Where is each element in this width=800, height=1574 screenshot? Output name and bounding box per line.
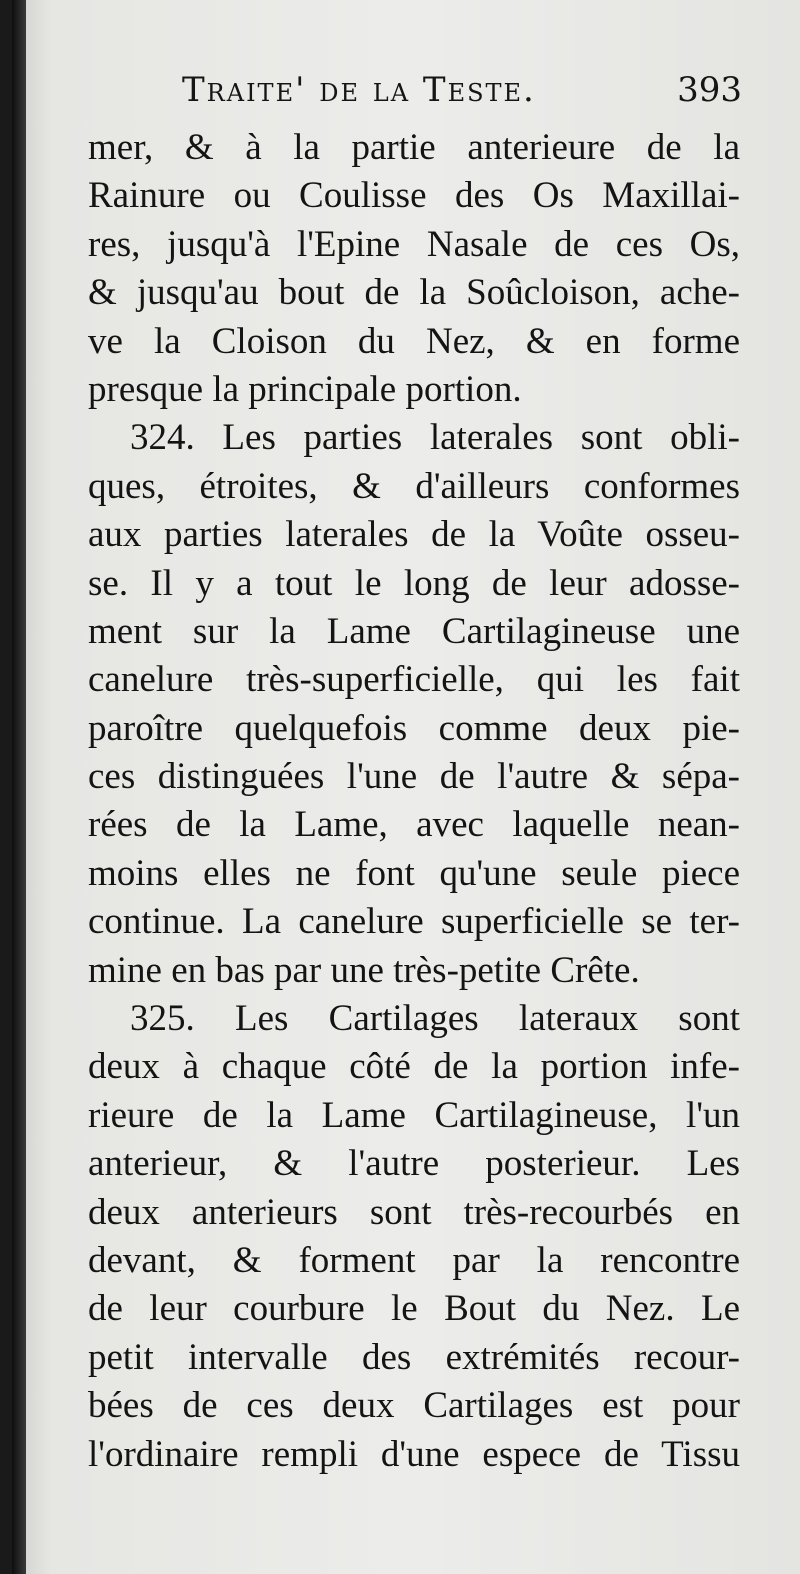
book-spine-shadow bbox=[12, 0, 26, 1574]
text-line: devant, & forment par la rencontre bbox=[88, 1239, 740, 1281]
text-line: ve la Cloison du Nez, & en forme bbox=[88, 320, 740, 362]
text-line: rées de la Lame, avec laquelle nean- bbox=[88, 804, 740, 846]
text-line: ment sur la Lame Cartilagineuse une bbox=[88, 610, 740, 652]
page-header bbox=[182, 70, 742, 120]
text-line: bées de ces deux Cartilages est pour bbox=[88, 1385, 740, 1427]
text-line: continue. La canelure superficielle se ter- bbox=[88, 901, 740, 943]
text-line: l'ordinaire rempli d'une espece de Tissu bbox=[88, 1433, 740, 1475]
text-line: rieure de la Lame Cartilagineuse, l'un bbox=[88, 1094, 740, 1136]
text-line: mine en bas par une très-petite Crête. bbox=[88, 949, 640, 991]
text-line: ques, étroites, & d'ailleurs conformes bbox=[88, 465, 740, 507]
book-page bbox=[12, 0, 800, 1574]
text-line: canelure très-superficielle, qui les fait bbox=[88, 659, 740, 701]
text-line: res, jusqu'à l'Epine Nasale de ces Os, bbox=[88, 223, 740, 265]
paragraph-324-start: 324. Les parties laterales sont obli- bbox=[130, 417, 740, 459]
text-line: petit intervalle des extrémités recour- bbox=[88, 1336, 740, 1378]
text-line: de leur courbure le Bout du Nez. Le bbox=[88, 1288, 740, 1330]
text-line: anterieur, & l'autre posterieur. Les bbox=[88, 1143, 740, 1185]
text-line: moins elles ne font qu'une seule piece bbox=[88, 852, 740, 894]
text-line: Rainure ou Coulisse des Os Maxillai- bbox=[88, 175, 740, 217]
page-number: 393 bbox=[677, 70, 742, 110]
running-title: Traite' de la Teste. bbox=[182, 70, 536, 110]
text-line: paroître quelquefois comme deux pie- bbox=[88, 707, 740, 749]
text-line: deux anterieurs sont très-recourbés en bbox=[88, 1191, 740, 1233]
body-text bbox=[88, 124, 740, 1479]
text-line: ces distinguées l'une de l'autre & sépa- bbox=[88, 756, 740, 798]
text-line: & jusqu'au bout de la Soûcloison, ache- bbox=[88, 272, 740, 314]
text-line: mer, & à la partie anterieure de la bbox=[88, 127, 740, 168]
text-line: aux parties laterales de la Voûte osseu- bbox=[88, 514, 740, 556]
text-line: presque la principale portion. bbox=[88, 368, 522, 410]
text-line: se. Il y a tout le long de leur adosse- bbox=[88, 562, 740, 604]
paragraph-325-start: 325. Les Cartilages lateraux sont bbox=[130, 998, 740, 1040]
text-line: deux à chaque côté de la portion infe- bbox=[88, 1046, 740, 1088]
